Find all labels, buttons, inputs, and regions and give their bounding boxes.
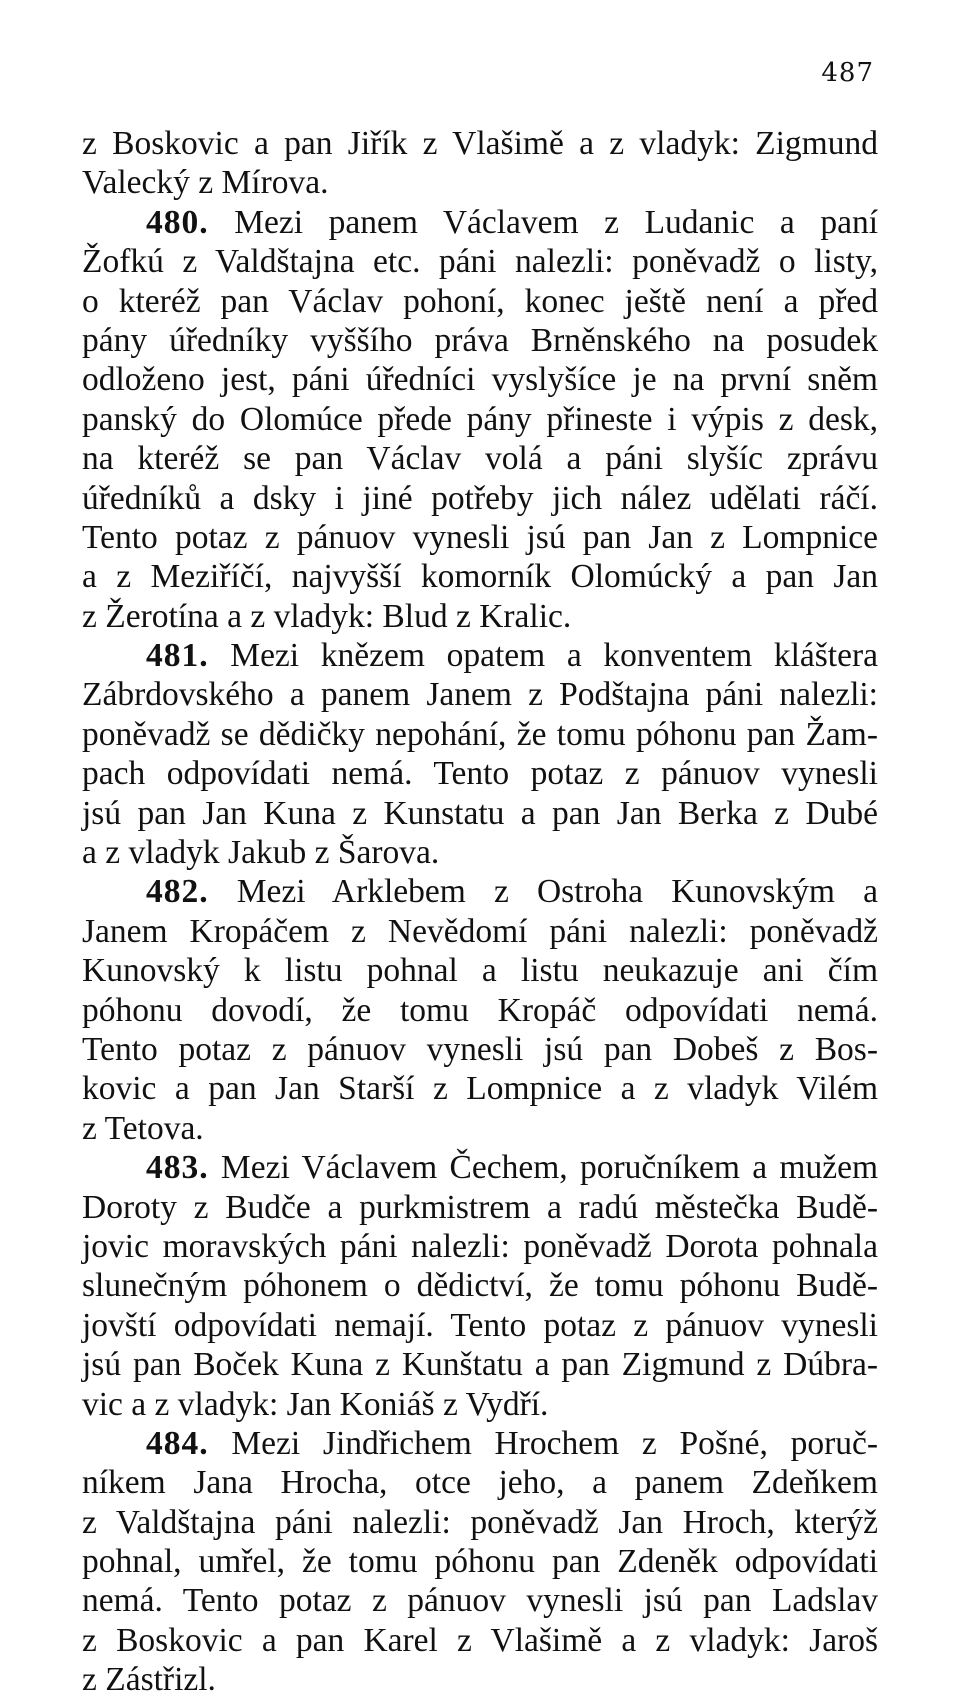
line-text: pach odpovídati nemá. Tento potaz z pánuov vynesli [82, 755, 878, 793]
text-line [82, 557, 878, 596]
text-line [82, 321, 878, 360]
line-text: jsú pan Boček Kuna z Kunštatu a pan Zigmund z Dúbra- [82, 1346, 878, 1384]
text-line [82, 203, 878, 242]
text-line [82, 675, 878, 714]
line-text: Zábrdovského a panem Janem z Podštajna páni nalezli: [82, 676, 878, 714]
line-text: na kteréž se pan Václav volá a páni slyšíc zprávu [82, 440, 878, 478]
text-line [82, 1385, 878, 1424]
line-text: Kunovský k listu pohnal a listu neukazuje ani čím [82, 952, 878, 990]
line-text: Tento potaz z pánuov vynesli jsú pan Dobeš z Bos- [82, 1030, 878, 1068]
line-text: a z Meziříčí, najvyšší komorník Olomúcký a pan Jan [82, 558, 878, 596]
line-text: Janem Kropáčem z Nevědomí páni nalezli: poněvadž [82, 912, 878, 950]
line-text: poněvadž se dědičky nepohání, že tomu póhonu pan Žam- [82, 715, 878, 753]
text-line [82, 1581, 878, 1620]
line-text: z Tetova. [82, 1109, 204, 1147]
line-text: a z vladyk Jakub z Šarova. [82, 834, 440, 872]
line-text: pány úředníky vyššího práva Brněnského na posudek [82, 321, 878, 359]
document-body [82, 124, 878, 1700]
line-text: jsú pan Jan Kuna z Kunstatu a pan Jan Berka z Dubé [82, 794, 878, 832]
line-text: jovští odpovídati nemají. Tento potaz z pánuov vynesli [82, 1306, 878, 1344]
line-text: Žofkú z Valdštajna etc. páni nalezli: poněvadž o listy, [82, 243, 878, 281]
entry-number: 484. [146, 1424, 209, 1462]
text-line [82, 636, 878, 675]
text-line [82, 1030, 878, 1069]
entry-number: 482. [146, 873, 209, 911]
line-text: Mezi panem Václavem z Ludanic a paní [234, 203, 878, 241]
line-text: o kteréž pan Václav pohoní, konec ještě není a před [82, 282, 878, 320]
line-text: Mezi knězem opatem a konventem kláštera [230, 637, 879, 675]
text-line [82, 1621, 878, 1660]
line-text: úředníků a dsky i jiné potřeby jich nález udělati ráčí. [82, 479, 878, 517]
text-line [82, 912, 878, 951]
text-line [82, 1424, 878, 1463]
text-line [82, 715, 878, 754]
text-line [82, 282, 878, 321]
text-line [82, 163, 878, 202]
line-text: Valecký z Mírova. [82, 164, 329, 202]
text-line [82, 1542, 878, 1581]
text-line [82, 1148, 878, 1187]
line-text: slunečným póhonem o dědictví, že tomu póhonu Budě- [82, 1267, 878, 1305]
line-text: póhonu dovodí, že tomu Kropáč odpovídati nemá. [82, 991, 878, 1029]
text-line [82, 242, 878, 281]
line-text: z Žerotína a z vladyk: Blud z Kralic. [82, 597, 572, 635]
line-text: z Boskovic a pan Jiřík z Vlašimě a z vladyk: Zigmund [82, 125, 878, 162]
text-line [82, 1109, 878, 1148]
line-text: panský do Olomúce přede pány přineste i výpis z desk, [82, 400, 878, 438]
line-text: Doroty z Budče a purkmistrem a radú městečka Budě- [82, 1188, 878, 1226]
text-line [82, 1266, 878, 1305]
page-number: 487 [821, 58, 874, 88]
text-line [82, 1306, 878, 1345]
text-line [82, 1069, 878, 1108]
text-line [82, 833, 878, 872]
text-line [82, 1227, 878, 1266]
entry-number: 480. [146, 203, 209, 241]
text-line [82, 124, 878, 163]
text-line [82, 479, 878, 518]
line-text: z Valdštajna páni nalezli: poněvadž Jan Hroch, kterýž [82, 1503, 878, 1541]
text-line [82, 1503, 878, 1542]
line-text: jovic moravských páni nalezli: poněvadž Dorota pohnala [82, 1227, 878, 1265]
text-line [82, 794, 878, 833]
line-text: odloženo jest, páni úředníci vyslyšíce je na první sněm [82, 361, 878, 399]
text-line [82, 518, 878, 557]
line-text: z Boskovic a pan Karel z Vlašimě a z vladyk: Jaroš [82, 1621, 878, 1659]
line-text: vic a z vladyk: Jan Koniáš z Vydří. [82, 1385, 549, 1423]
text-line [82, 400, 878, 439]
text-line [82, 1660, 878, 1699]
entry-number: 481. [146, 637, 209, 675]
line-text: Mezi Jindřichem Hrochem z Pošné, poruč- [231, 1424, 879, 1462]
text-line [82, 872, 878, 911]
line-text: pohnal, umřel, že tomu póhonu pan Zdeněk odpovídati [82, 1543, 878, 1581]
text-line [82, 1188, 878, 1227]
line-text: z Zástřizl. [82, 1661, 216, 1699]
text-line [82, 439, 878, 478]
text-line [82, 991, 878, 1030]
text-line [82, 597, 878, 636]
text-line [82, 951, 878, 990]
entry-number: 483. [146, 1149, 209, 1187]
line-text: kovic a pan Jan Starší z Lompnice a z vladyk Vilém [82, 1070, 878, 1108]
line-text: nemá. Tento potaz z pánuov vynesli jsú pan Ladslav [82, 1582, 878, 1620]
text-line [82, 360, 878, 399]
text-line [82, 1345, 878, 1384]
line-text: Mezi Václavem Čechem, poručníkem a mužem [220, 1149, 879, 1187]
line-text: Mezi Arklebem z Ostroha Kunovským a [236, 873, 878, 911]
text-line [82, 1463, 878, 1502]
text-line [82, 754, 878, 793]
line-text: níkem Jana Hrocha, otce jeho, a panem Zdeňkem [82, 1464, 878, 1502]
line-text: Tento potaz z pánuov vynesli jsú pan Jan z Lompnice [82, 518, 878, 556]
